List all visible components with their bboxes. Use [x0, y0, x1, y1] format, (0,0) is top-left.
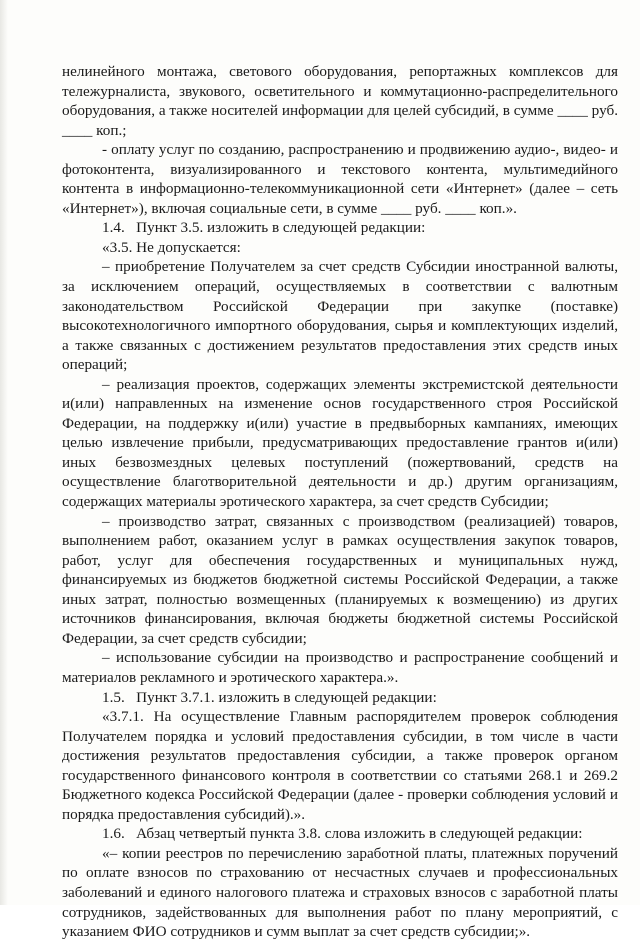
paragraph-clause-3-5-heading: «3.5. Не допускается:: [102, 238, 241, 256]
paragraph-continuation-equipment: нелинейного монтажа, светового оборудования, репортажных комплексов для тележурналиста, звукового, осветительного и коммутационно-распределительного оборудования, а также носителей информации для целей субсидий, в сумме ____ руб. ____ коп.;: [62, 63, 618, 139]
document-body: [62, 62, 618, 942]
scan-edge-shadow: [0, 0, 8, 905]
paragraph-content-services: - оплату услуг по созданию, распространению и продвижению аудио-, видео- и фотоконтента, визуализированного и текстового контента, мультимедийного контента в информационно-телекоммуникационной сети «Интернет» (далее – сеть «Интернет»), включая социальные сети, в сумме ____ руб. ____ коп.».: [62, 141, 618, 217]
paragraph-extremism-projects: – реализация проектов, содержащих элементы экстремистской деятельности и(или) направленных на изменение основ государственного строя Российской Федерации, на поддержку и(или) участие в предвыборных кампаниях, имеющих целью извлечение прибыли, предусматривающих предоставление грантов и(или) иных безвозмездных целевых поступлений (пожертвований, средств на осуществление благотворительной деятельности и др.) другим организациям, содержащих материалы эротического характера, за счет средств Субсидии;: [62, 375, 618, 511]
paragraph-production-costs: – производство затрат, связанных с производством (реализацией) товаров, выполнением работ, оказанием услуг в рамках осуществления закупок товаров, работ, услуг для обеспечения государственных и муниципальных нужд, финансируемых из бюджетов бюджетной системы Российской Федерации, а также иных затрат, полностью возмещенных (планируемых к возмещению) из других источников финансирования, включая бюджеты бюджетной системы Российской Федерации, за счет средств субсидии;: [62, 512, 618, 647]
paragraph-payroll-registers: «– копии реестров по перечислению заработной платы, платежных поручений по оплате взносов по страхованию от несчастных случаев и профессиональных заболеваний и единого налогового платежа и страховых взносов с заработной платы сотрудников, задействованных для выполнения работ по плану мероприятий, с указанием ФИО сотрудников и сумм выплат за счет средств субсидии;».: [62, 844, 618, 941]
paragraph-item-1-5: 1.5. Пункт 3.7.1. изложить в следующей редакции:: [102, 688, 437, 706]
paragraph-clause-3-7-1: «3.7.1. На осуществление Главным распорядителем проверок соблюдения Получателем порядка и условий предоставления субсидии, в том числе в части достижения результатов предоставления субсидии, а также проверок органом государственного финансового контроля в соответствии со статьями 268.1 и 269.2 Бюджетного кодекса Российской Федерации (далее - проверки соблюдения условий и порядка предоставления субсидий).».: [62, 708, 618, 823]
paragraph-foreign-currency: – приобретение Получателем за счет средств Субсидии иностранной валюты, за исключением операций, осуществляемых в соответствии с валютным законодательством Российской Федерации при закупке (поставке) высокотехнологичного импортного оборудования, сырья и комплектующих изделий, а также связанных с достижением результатов предоставления этих средств иных операций;: [62, 258, 618, 374]
paragraph-item-1-6: 1.6. Абзац четвертый пункта 3.8. слова изложить в следующей редакции:: [102, 825, 583, 843]
paragraph-item-1-4: 1.4. Пункт 3.5. изложить в следующей редакции:: [102, 219, 426, 237]
paragraph-advertising-use: – использование субсидии на производство и распространение сообщений и материалов рекламного и эротического характера.».: [62, 649, 618, 686]
